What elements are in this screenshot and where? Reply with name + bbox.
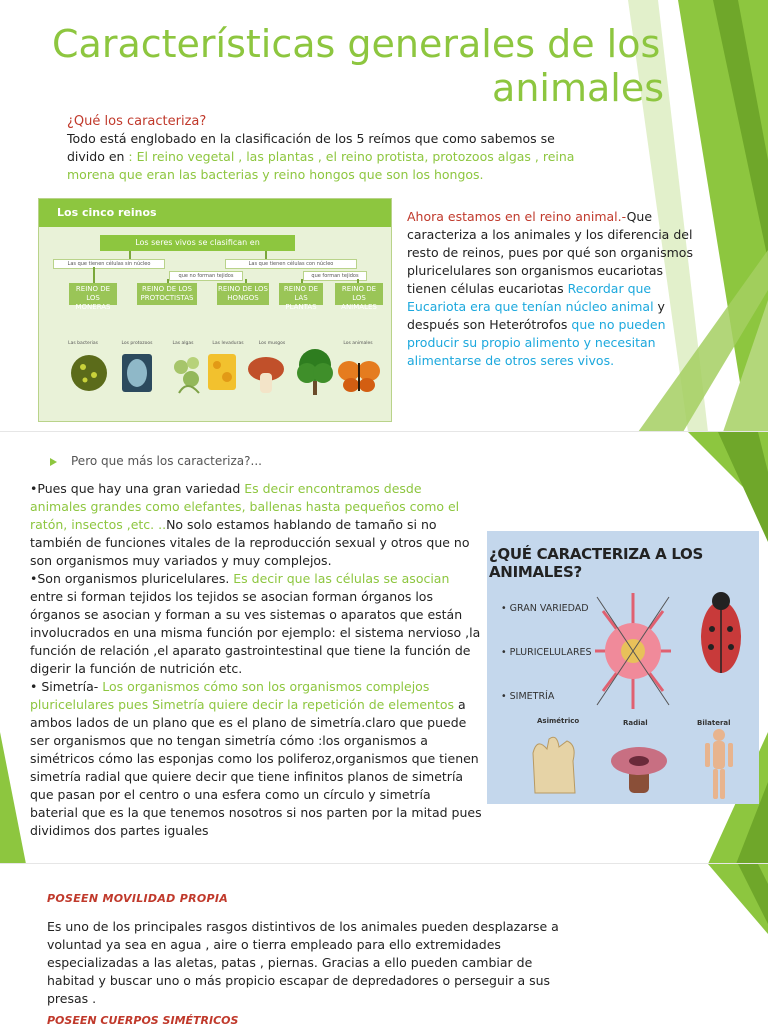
kingdom-animales: REINO DE LOS ANIMALES (335, 283, 383, 305)
page-title (52, 22, 692, 110)
intro-paragraph (67, 130, 577, 184)
heterotrofos-note: que no pueden producir su propio alimento y necesitan alimentarse de otros seres vivos. (407, 317, 666, 368)
title-line-2: animales (492, 66, 664, 110)
movilidad-paragraph: Es uno de los principales rasgos distintivos de los animales pueden desplazarse a voluntad ya sea en agua , aire o tierra empleado para ello extremidades especializadas a las aletas, patas , piernas. Gracias a ello pueden cambiar de habitad y buscar uno o más propicio escapar de depredadores o perseguir a sus presas . (47, 919, 559, 1006)
kingdom-protoctistas: REINO DE LOS PROTOCTISTAS (137, 283, 197, 305)
kingdom-hongos: REINO DE LOS HONGOS (217, 283, 269, 305)
example-algas: Las algas (172, 341, 194, 346)
example-bacterias: Las bacterias (68, 341, 98, 346)
anemone-image (609, 737, 669, 795)
label-bilateral: Bilateral (697, 719, 731, 727)
photo-title: ¿QUÉ CARACTERIZA A LOS ANIMALES? (489, 545, 704, 581)
diagram-sub-left: que no forman tejidos (169, 271, 243, 281)
question-heading: ¿Qué los caracteriza? (67, 114, 207, 129)
characteristics-text (30, 480, 482, 840)
butterfly-image (337, 359, 381, 393)
human-image (699, 727, 739, 801)
variedad-paragraph (30, 480, 482, 570)
example-protozoos: Los protozoos (121, 341, 153, 346)
mushroom-image (245, 355, 287, 395)
title-line-1: Características generales de los (52, 22, 661, 66)
variedad-text: No solo estamos hablando de tamaño si no también de funciones vitales de la reproducción sexual y otros que no son organismos muy variados y muy complejos. (30, 517, 470, 568)
diagram-right-branch: Las que tienen células con núcleo (225, 259, 357, 269)
cuerpos-simetricos-heading: POSEEN CUERPOS SIMÉTRICOS (47, 1014, 239, 1024)
pluricelulares-paragraph (30, 570, 482, 678)
reino-animal-lead: Ahora estamos en el reino animal.- (407, 209, 627, 224)
algae-image (169, 353, 207, 395)
diagram-classify-box: Los seres vivos se clasifican en (100, 235, 295, 251)
slide-mas-caracteristicas (0, 432, 768, 864)
diagram-sub-right: que forman tejidos (303, 271, 367, 281)
green-stripes-decoration (588, 864, 768, 1024)
radial-animal-image (591, 589, 675, 713)
yeast-image (207, 353, 237, 391)
triangle-bullet-icon (50, 458, 57, 466)
intro-text: Todo está englobado en la clasificación de los 5 reímos que como sabemos se divido en (67, 131, 555, 164)
reino-animal-paragraph (407, 208, 693, 370)
bullet-question (50, 454, 262, 468)
heterotrofos-text: y después son Heterótrofos (407, 299, 665, 332)
variedad-lead: •Pues que hay una gran variedad (30, 481, 241, 496)
photo-item-variedad: • GRAN VARIEDAD (501, 603, 589, 614)
slide-caracteristicas (0, 0, 768, 432)
simetria-highlight: Los organismos cómo son los organismos complejos pluricelulares pues Simetría quiere decir la repetición de elementos (30, 679, 458, 712)
movilidad-heading: POSEEN MOVILIDAD PROPIA (47, 892, 229, 905)
kingdom-moneras: REINO DE LOS MONERAS (69, 283, 117, 305)
example-levaduras: Las levaduras (212, 341, 244, 346)
simetria-text: a ambos lados de un plano que es el plano de simetría.claro que puede ser organismos que no tengan simetría cómo :los organismos a simétricos cómo las esponjas como los poliferoz,organismos que tienen simetría radial que quiere decir que tiene infinitos planos de simetría que pasan por el centro o una esfera como un círculo y simetría baterial que es la que tenemos nosotros si nos parten por la mitad pues dividimos dos partes iguales (30, 697, 482, 838)
ladybug-image (693, 579, 749, 683)
whiteboard-photo (487, 531, 759, 804)
intro-highlight: El reino vegetal , las plantas , el reino protista, protozoos algas , reina morena que eran las bacterias y reino hongos que son los hongos. (67, 149, 575, 182)
label-asimetrico: Asimétrico (537, 717, 580, 725)
example-animales: Los animales (343, 341, 373, 346)
diagram-heading: Los cinco reinos (39, 199, 391, 227)
variedad-highlight: Es decir encontramos desde animales grandes como elefantes, ballenas hasta pequeños como el ratón, insectos ,etc. .. (30, 481, 460, 532)
photo-item-simetria: • SIMETRÍA (501, 691, 555, 702)
protozoo-image (121, 353, 153, 393)
left-stripe-decoration (0, 732, 30, 864)
sponge-image (527, 731, 583, 795)
simetria-lead: • Simetría- (30, 679, 99, 694)
example-musgos: Los musgos (258, 341, 286, 346)
intro-colon: : (124, 149, 137, 164)
slide-movilidad (0, 864, 768, 1024)
kingdom-plantas: REINO DE LAS PLANTAS (279, 283, 323, 305)
bullet-question-text: Pero que más los caracteriza?... (71, 454, 262, 468)
label-radial: Radial (623, 719, 648, 727)
five-kingdoms-diagram (38, 198, 392, 422)
tree-image (295, 347, 335, 397)
eucariota-note: Recordar que Eucariota era que tenían núcleo animal (407, 281, 654, 314)
photo-item-pluricelulares: • PLURICELULARES (501, 647, 592, 658)
bacteria-image (69, 353, 109, 393)
pluricelulares-lead: •Son organismos pluricelulares. (30, 571, 230, 586)
pluricelulares-text: entre si forman tejidos los tejidos se asocian forman órganos los órganos se asocian y forman a su ves sistemas o aparatos que están involucrados en una misma función por ejemplo: el sistema nervioso ,la función de relación ,el aparato gastrointestinal que tiene la función de digerir la función de nutrición etc. (30, 589, 481, 676)
diagram-left-branch: Las que tienen células sin núcleo (53, 259, 165, 269)
pluricelulares-highlight: Es decir que las células se asocian (229, 571, 450, 586)
simetria-paragraph (30, 678, 482, 840)
reino-animal-text: Que caracteriza a los animales y los diferencia del resto de reinos, pues por qué son organismos pluricelulares son organismos eucariotas tienen células eucariotas (407, 209, 693, 296)
